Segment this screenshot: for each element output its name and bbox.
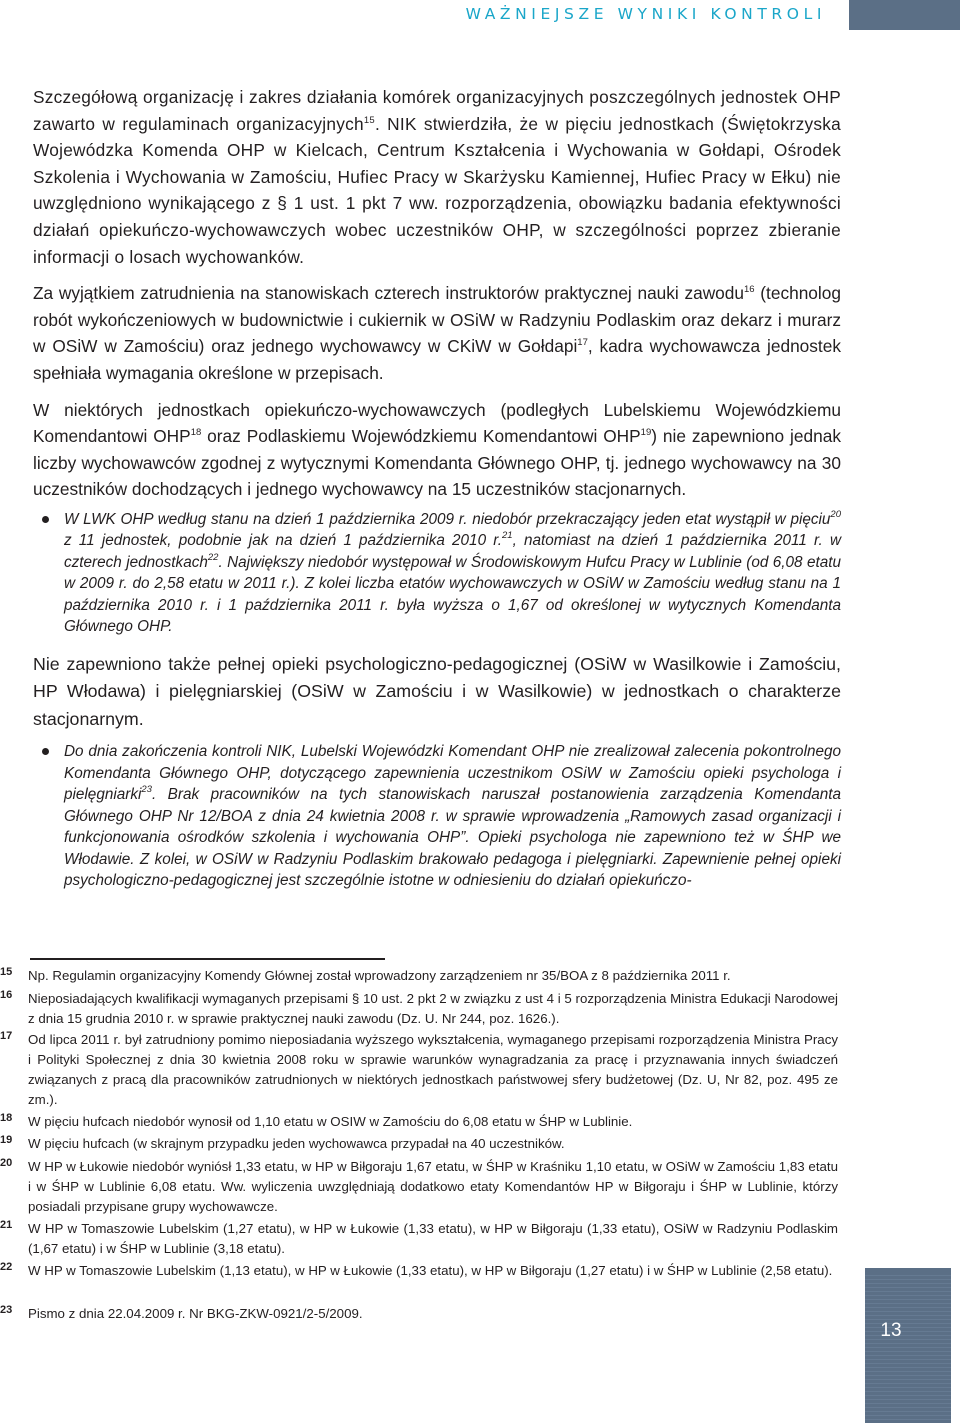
page-number-box — [865, 1268, 951, 1423]
paragraph-1: Szczegółową organizację i zakres działania komórek organizacyjnych poszczególnych jednostek OHP zawarto w regulaminach organizacyjnych$^{15}$. NIK stwierdziła, że w pięciu jednostkach (Świętokrzyska Wojewódzka Komenda OHP w Kielcach, Centrum Kształcenia i Wychowania w Gołdapi, Ośrodek Szkolenia i Wychowania w Zamościu, Hufiec Pracy w Skarżysku Kamiennej, Hufiec Pracy w Ełku) nie uwzględniono wynikającego z § 1 ust. 1 pkt 7 ww. rozporządzenia, obowiązku badania efektywności działań opiekuńczo-wychowawczych wobec uczestników OHP, w szczególności poprzez zbieranie informacji o losach wychowanków. — [33, 87, 841, 267]
header-decoration — [849, 0, 960, 30]
main-content — [33, 84, 841, 892]
paragraph-3: W niektórych jednostkach opiekuńczo-wychowawczych (podległych Lubelskiemu Wojewódzkiemu Komendantowi OHP$^{18}$ oraz Podlaskiemu Wojewódzkiemu Komendantowi OHP$^{19}$) nie zapewniono jednak liczby wychowawców zgodnej z wytycznymi Komendanta Głównego OHP, tj. jednego wychowawcy na 30 uczestników dochodzących i jednego wychowawcy na 15 uczestników stacjonarnych. — [33, 399, 841, 500]
bullet-icon — [42, 748, 49, 755]
bullet-item-2: Do dnia zakończenia kontroli NIK, Lubelski Wojewódzki Komendant OHP nie zrealizował zalecenia pokontrolnego Komendanta Głównego OHP, dotyczącego zapewnienia uczestnikom OSiW w Zamościu opieki psychologa i pielęgniarki$^{23}$. Brak pracowników na tych stanowiskach naruszał postanowienia zarządzenia Komendanta Głównego OHP Nr 12/BOA z dnia 24 kwietnia 2008 r. w sprawie wprowadzenia „Ramowych zasad organizacji i funkcjonowania ośrodków szkolenia i wychowania OHP”. Opieki psychologa nie zapewniono też w ŚHP we Włodawie. Z kolei, w OSiW w Radzyniu Podlaskim brakowało pedagoga i pielęgniarki. Zapewnienie pełnej opieki psychologiczno-pedagogicznej jest szczególnie istotne w odniesieniu do działań opiekuńczo- — [33, 741, 841, 892]
paragraph-2: Za wyjątkiem zatrudnienia na stanowiskach czterech instruktorów praktycznej nauki zawodu$^{16}$ (technolog robót wykończeniowych w budownictwie i cukiernik w OSiW w Radzyniu Podlaskim oraz dekarz i murarz w OSiW w Zamościu) oraz jednego wychowawcy w CKiW w Gołdapi$^{17}$, kadra wychowawcza jednostek spełniała wymagania określone w przepisach. — [33, 283, 841, 383]
running-header: WAŻNIEJSZE WYNIKI KONTROLI — [465, 5, 826, 23]
page-number: 13 — [880, 1320, 902, 1341]
paragraph-4: Nie zapewniono także pełnej opieki psychologiczno-pedagogicznej (OSiW w Wasilkowie i Zamościu, HP Włodawa) i pielęgniarskiej (OSiW w Zamościu i w Wasilkowie) w jednostkach o charakterze stacjonarnym. — [33, 653, 841, 729]
footnote-separator — [30, 958, 385, 960]
bullet-icon — [42, 516, 49, 523]
bullet-item-1: W LWK OHP według stanu na dzień 1 października 2009 r. niedobór przekraczający jeden etat wystąpił w pięciu$^{20}$ z 11 jednostek, podobnie jak na dzień 1 października 2010 r.$^{21}$, natomiast na dzień 1 października 2011 r. w czterech jednostkach$^{22}$. Największy niedobór występował w Środowiskowym Hufcu Pracy w Lublinie (od 6,08 etatu w 2009 r. do 2,58 etatu w 2011 r.). Z kolei liczba etatów wychowawczych w OSiW w Zamościu według stanu na 1 października 2010 r. i 1 października 2011 r. była wyższa o 1,67 od określonej w wytycznych Komendanta Głównego OHP. — [33, 509, 841, 638]
